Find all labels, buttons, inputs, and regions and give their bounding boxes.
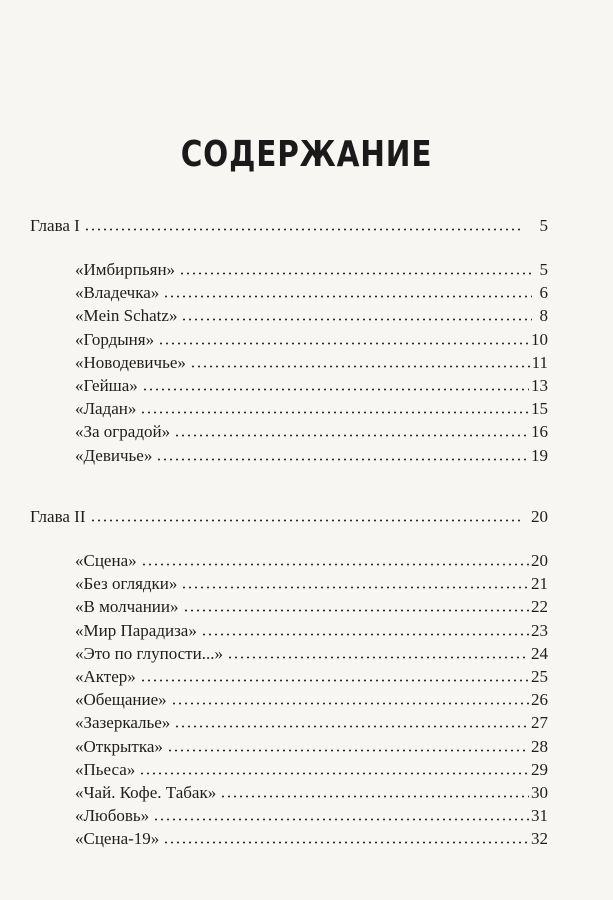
toc-entry: [75, 829, 548, 849]
dot-leader: [163, 295, 532, 298]
entry-title: «Новодевичье»: [75, 353, 186, 372]
toc-entry: [75, 353, 548, 373]
chapter-page-number: 5: [539, 216, 548, 235]
dot-leader: [142, 388, 529, 391]
toc-entry: [75, 306, 548, 326]
dot-leader: [156, 458, 529, 461]
toc-entry: [75, 376, 548, 396]
dot-leader: [84, 228, 524, 231]
entry-title: «Ладан»: [75, 399, 137, 418]
entry-title: «Любовь»: [75, 806, 150, 825]
dot-leader: [183, 609, 530, 612]
chapter-title: Глава II: [30, 507, 86, 526]
dot-leader: [90, 519, 522, 522]
dot-leader: [158, 342, 529, 345]
entry-page-number: 13: [531, 376, 548, 395]
entry-page-number: 15: [531, 399, 548, 418]
toc-entry: [75, 446, 548, 466]
entry-title: «За оградой»: [75, 422, 171, 441]
entry-page-number: 29: [531, 760, 548, 779]
toc-chapter-row: [30, 216, 548, 236]
dot-leader: [220, 795, 529, 798]
entry-title: «Сцена-19»: [75, 829, 160, 848]
toc-entry: [75, 737, 548, 757]
toc-entry: [75, 597, 548, 617]
toc-entry: [75, 422, 548, 442]
chapter-page-number: 20: [531, 507, 548, 526]
entry-title: «Сцена»: [75, 551, 137, 570]
dot-leader: [171, 702, 529, 705]
toc-entry: [75, 330, 548, 350]
toc-entry: [75, 783, 548, 803]
toc-entry: [75, 574, 548, 594]
dot-leader: [141, 563, 529, 566]
entry-title: «Пьеса»: [75, 760, 136, 779]
entry-page-number: 11: [531, 353, 548, 372]
entry-title: «Зазеркалье»: [75, 713, 171, 732]
dot-leader: [163, 841, 529, 844]
entry-page-number: 6: [539, 283, 548, 302]
dot-leader: [139, 772, 529, 775]
entry-page-number: 19: [531, 446, 548, 465]
entry-page-number: 28: [531, 737, 548, 756]
entry-page-number: 16: [531, 422, 548, 441]
entry-title: «Владечка»: [75, 283, 160, 302]
dot-leader: [181, 586, 529, 589]
toc-entry: [75, 644, 548, 664]
dot-leader: [174, 434, 529, 437]
dot-leader: [153, 818, 529, 821]
toc-entry: [75, 713, 548, 733]
entry-title: «В молчании»: [75, 597, 179, 616]
dot-leader: [174, 725, 529, 728]
dot-leader: [201, 633, 529, 636]
entry-title: «Без оглядки»: [75, 574, 178, 593]
toc-entry: [75, 667, 548, 687]
entry-page-number: 23: [531, 621, 548, 640]
entry-page-number: 27: [531, 713, 548, 732]
entry-page-number: 5: [539, 260, 548, 279]
dot-leader: [181, 318, 532, 321]
entry-title: «Обещание»: [75, 690, 167, 709]
entry-title: «Имбирпьян»: [75, 260, 176, 279]
toc-entry: [75, 283, 548, 303]
entry-page-number: 26: [531, 690, 548, 709]
dot-leader: [190, 365, 530, 368]
entry-title: «Гордыня»: [75, 330, 155, 349]
entry-title: «Это по глупости...»: [75, 644, 223, 663]
entry-page-number: 20: [531, 551, 548, 570]
entry-title: «Мир Парадиза»: [75, 621, 197, 640]
entry-page-number: 10: [531, 330, 548, 349]
toc-entry: [75, 806, 548, 826]
dot-leader: [140, 411, 529, 414]
entry-title: «Гейша»: [75, 376, 138, 395]
entry-page-number: 8: [539, 306, 548, 325]
toc-entry: [75, 621, 548, 641]
entry-page-number: 32: [531, 829, 548, 848]
entry-title: «Актер»: [75, 667, 136, 686]
entry-page-number: 30: [531, 783, 548, 802]
toc-chapter-row: [30, 507, 548, 527]
dot-leader: [167, 749, 529, 752]
toc-entry: [75, 551, 548, 571]
page-title: СОДЕРЖАНИЕ: [180, 134, 433, 175]
entry-page-number: 24: [531, 644, 548, 663]
dot-leader: [179, 272, 532, 275]
entry-title: «Mein Schatz»: [75, 306, 178, 325]
toc-entry: [75, 760, 548, 780]
entry-page-number: 22: [531, 597, 548, 616]
dot-leader: [140, 679, 529, 682]
dot-leader: [227, 656, 529, 659]
entry-page-number: 21: [531, 574, 548, 593]
toc-entry: [75, 690, 548, 710]
entry-page-number: 25: [531, 667, 548, 686]
chapter-title: Глава I: [30, 216, 80, 235]
toc-entry: [75, 260, 548, 280]
entry-page-number: 31: [531, 806, 548, 825]
entry-title: «Чай. Кофе. Табак»: [75, 783, 217, 802]
entry-title: «Девичье»: [75, 446, 153, 465]
toc-entry: [75, 399, 548, 419]
entry-title: «Открытка»: [75, 737, 163, 756]
